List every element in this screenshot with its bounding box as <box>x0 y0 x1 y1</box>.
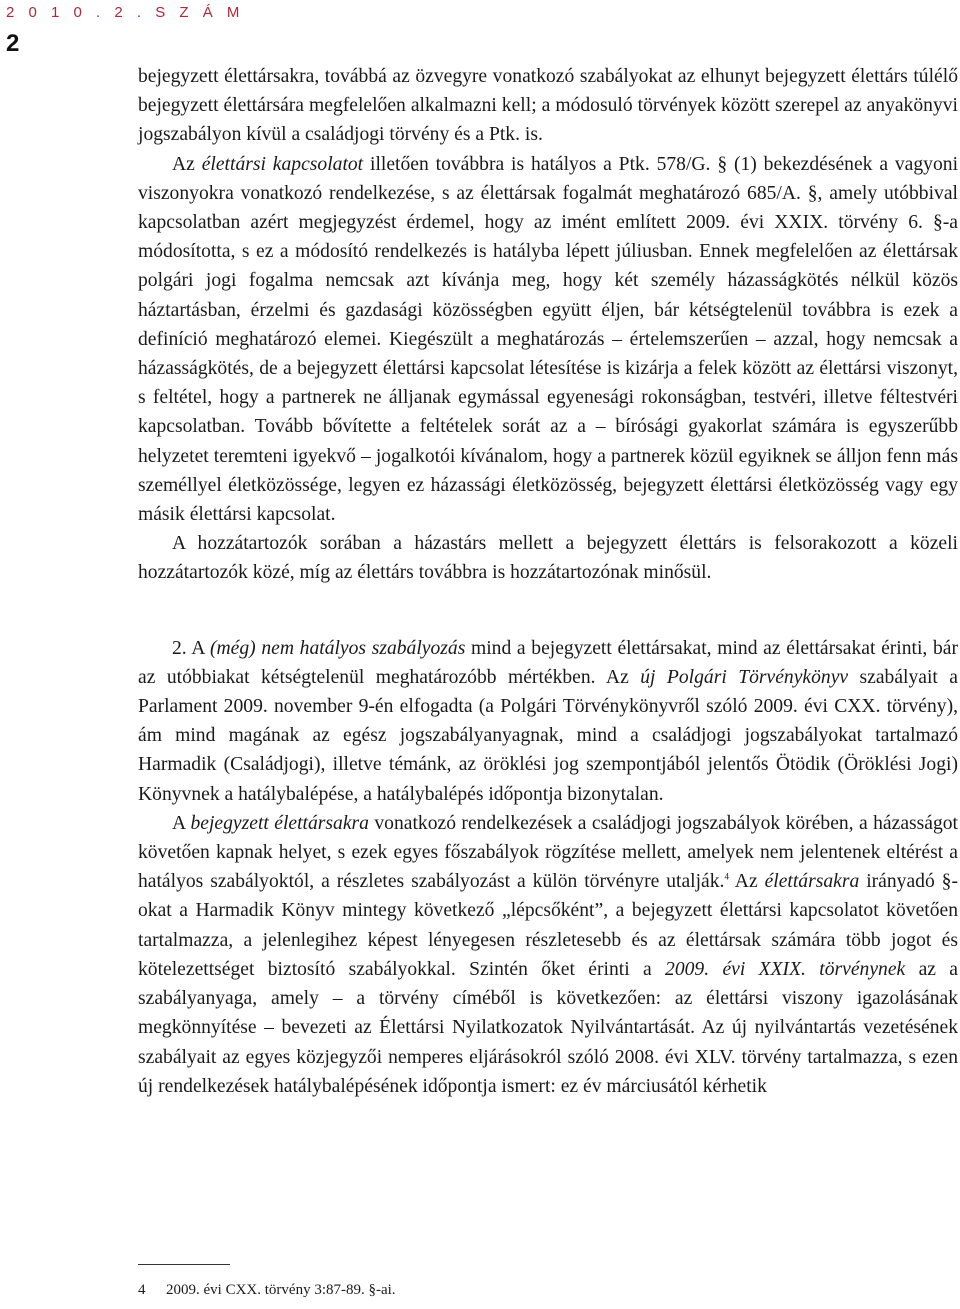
paragraph-5-italic-3: 2009. évi XXIX. törvénynek <box>665 958 906 980</box>
paragraph-3-text: A hozzátartozók sorában a házastárs mellett a bejegyzett élettárs is felsorakozott a közeli hozzátartozók közé, míg az élettárs továbbra is hozzátartozónak minősül. <box>138 533 958 584</box>
paragraph-5-italic-2: élettársakra <box>764 871 860 893</box>
paragraph-2-text-b: illetően továbbra is hatályos a Ptk. 578/G. § (1) bekezdésének a vagyoni viszonyokra vonatkozó rendelkezése, s az élettársak fogalmát meghatározó 685/A. §, amely utóbbival kapcsolatban azért megjegyzést érdemel, hogy az imént említett 2009. évi XXIX. törvény 6. §-a módosította, s ez a módosító rendelkezés is hatályba lépett júliusban. Ennek megfelelően az élettársak polgári jogi fogalma nemcsak azt kívánja meg, hogy két személy házasságkötés nélkül közös háztartásban, érzelmi és gazdasági közösségben együtt éljen, bár kétségtelenül továbbra is ezek a definíció meghatározó elemei. Kiegészült a meghatározás – értelemszerűen – azzal, hogy nemcsak a házasságkötés, de a bejegyzett élettársi kapcsolat létesítése is kizárja a felek között az élettársi viszonyt, s feltétel, hogy a partnerek ne álljanak egymással egyenesági rokonságban, testvéri, illetve féltestvéri kapcsolatban. Tovább bővítette a feltételek sorát az a – bírósági gyakorlat számára is egyszerűbb helyzetet teremteni igyekvő – jogalkotói kívánalom, hogy a partnerek közül egyiknek se álljon fenn más személlyel életközössége, legyen ez házassági életközösség, bejegyzett élettársi életközösség vagy egy másik élettársi kapcsolat. <box>138 153 959 526</box>
paragraph-1 <box>138 62 958 150</box>
body-text <box>138 62 958 1101</box>
footnote-reference[interactable]: 4 <box>724 871 729 882</box>
paragraph-4-italic-2: új Polgári Törvénykönyv <box>640 666 849 688</box>
paragraph-4-text-a: 2. A <box>172 637 210 659</box>
paragraph-5-text-d: irányadó §-okat a Harmadik Könyv mintegy következő „lépcsőként”, a bejegyzett élettársi kapcsolatot követően tartalmazza, a jelenlegihez képest lényegesen részletesebb és az élettársak számára több jogot és kötelezettséget biztosító szabályokkal. Szintén őket érinti a <box>138 871 958 980</box>
paragraph-2-italic: élettársi kapcsolatot <box>201 153 364 175</box>
paragraph-5-text-a: A <box>172 812 191 834</box>
page-number: 2 <box>6 30 20 57</box>
paragraph-5-text-b: vonatkozó rendelkezések a családjogi jogszabályok körében, a házasságot követően kapnak helyet, s ezek egyes főszabályok rögzítése mellett, amelyek nem jelentenek eltérést a hatályos szabályoktól, a részletes szabályozást a külön törvényre utalják. <box>138 812 958 893</box>
running-head: 2 0 1 0 . 2 . S Z Á M <box>6 4 245 21</box>
paragraph-3 <box>138 529 958 587</box>
paragraph-5 <box>138 809 958 1101</box>
paragraph-2 <box>138 150 958 530</box>
footnote <box>138 1280 938 1300</box>
paragraph-1-text: bejegyzett élettársakra, továbbá az özvegyre vonatkozó szabályokat az elhunyt bejegyzett élettárs túlélő bejegyzett élettársára megfelelően alkalmazni kell; a módosuló törvények között szerepel az anyakönyvi jogszabályon kívül a családjogi törvény és a Ptk. is. <box>138 66 958 146</box>
paragraph-5-text-c: Az <box>728 871 765 893</box>
paragraph-5-italic-1: bejegyzett élettársakra <box>190 812 369 834</box>
paragraph-2-text-a: Az <box>172 153 202 175</box>
paragraph-5-text-e: az a szabályanyaga, amely – a törvény címéből is következően: az élettársi viszony igazolásának megkönnyítése – bevezeti az Élettársi Nyilatkozatok Nyilvántartását. Az új nyilvántartás vezetésének szabályait az egyes közjegyzői nemperes eljárásokról szóló 2008. évi XLV. törvény tartalmazza, s ezen új rendelkezések hatálybalépésének időpontja ismert: ez év márciusától kérhetik <box>138 958 959 1097</box>
footnote-number: 4 <box>138 1282 146 1298</box>
paragraph-4-text-c: szabályait a Parlament 2009. november 9-én elfogadta (a Polgári Törvénykönyvről szóló 2009. évi CXX. törvény), ám mind magának az egész jogszabályanyagnak, mind a családjogi jogszabályokat tartalmazó Harmadik (Családjogi), illetve témánk, az öröklési jog szempontjából jelentős Ötödik (Öröklési Jogi) Könyvnek a hatálybalépése, a hatálybalépés időpontja bizonytalan. <box>138 666 958 805</box>
paragraph-4-italic-1: (még) nem hatályos szabályozás <box>210 637 466 659</box>
paragraph-4 <box>138 634 958 809</box>
paragraph-4-text-b: mind a bejegyzett élettársakat, mind az élettársakat érinti, bár az utóbbiakat kétségtelenül meghatározóbb mértékben. Az <box>138 637 958 688</box>
footnote-text: 2009. évi CXX. törvény 3:87-89. §-ai. <box>166 1282 396 1298</box>
footnote-rule <box>138 1264 230 1265</box>
